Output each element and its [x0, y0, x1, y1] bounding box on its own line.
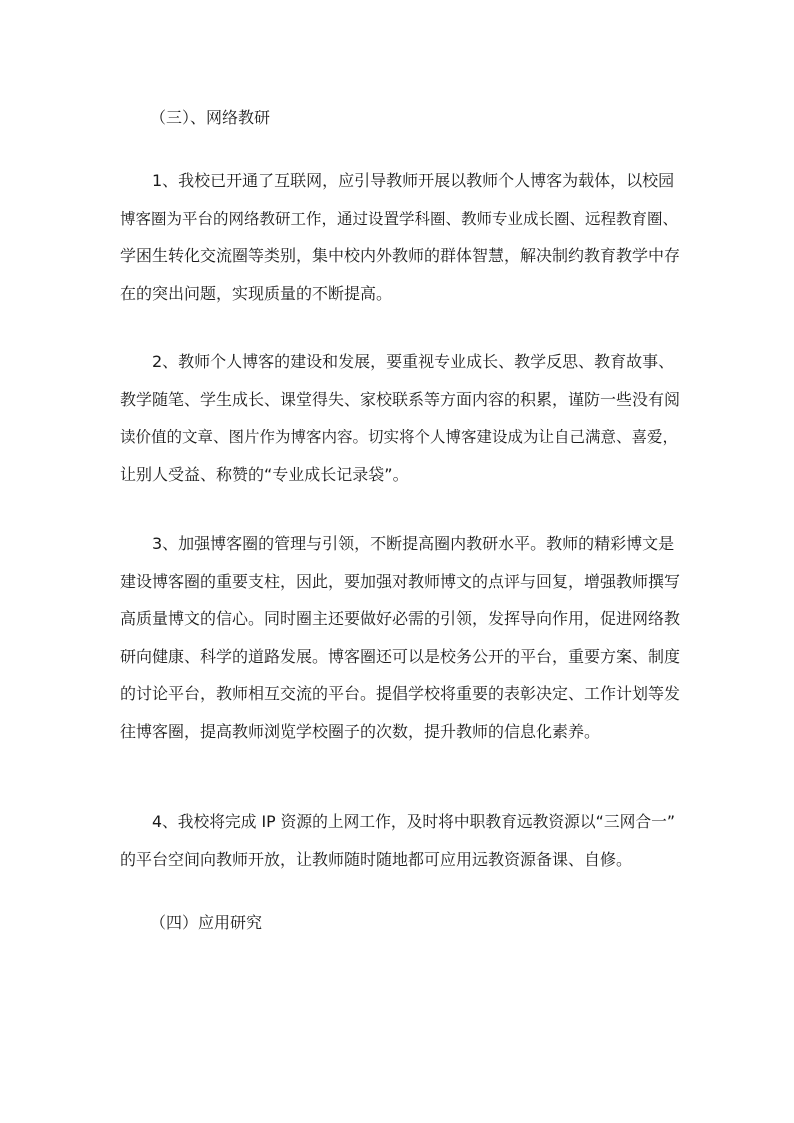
paragraph-line: 3、加强博客圈的管理与引领，不断提高圈内教研水平。教师的精彩博文是 — [152, 534, 675, 553]
paragraph-line: 读价值的文章、图片作为博客内容。切实将个人博客建设成为让自己满意、喜爱， — [120, 428, 679, 446]
paragraph-line: 的讨论平台，教师相互交流的平台。提倡学校将重要的表彰决定、工作计划等发 — [120, 684, 681, 703]
paragraph-line: 4、我校将完成 IP 资源的上网工作，及时将中职教育远教资源以“三网合一” — [152, 812, 675, 831]
paragraph-3 — [120, 534, 680, 759]
paragraph-line: 建设博客圈的重要支柱，因此，要加强对教师博文的点评与回复，增强教师撰写 — [120, 571, 681, 591]
paragraph-line: 教学随笔、学生成长、课堂得失、家校联系等方面内容的积累，谨防一些没有阅 — [120, 389, 681, 409]
paragraph-line: 学困生转化交流圈等类别，集中校内外教师的群体智慧，解决制约教育教学中存 — [120, 246, 681, 265]
paragraph-2 — [120, 352, 680, 502]
paragraph-line: 的平台空间向教师开放，让教师随时随地都可应用远教资源备课、自修。 — [120, 849, 633, 869]
paragraph-1 — [120, 171, 680, 321]
paragraph-line: 往博客圈，提高教师浏览学校圈子的次数，提升教师的信息化素养。 — [120, 721, 601, 741]
paragraph-line: 高质量博文的信心。同时圈主还要做好必需的引领，发挥导向作用，促进网络教 — [120, 609, 681, 628]
section-heading-4: （四）应用研究 — [150, 913, 263, 932]
section-heading-3: （三）、网络教研 — [150, 108, 271, 127]
paragraph-line: 博客圈为平台的网络教研工作，通过设置学科圈、教师专业成长圈、远程教育圈、 — [120, 209, 679, 228]
paragraph-line: 研向健康、科学的道路发展。博客圈还可以是校务公开的平台，重要方案、制度 — [120, 646, 681, 666]
paragraph-line: 在的突出问题，实现质量的不断提高。 — [120, 283, 393, 303]
paragraph-line: 2、教师个人博客的建设和发展，要重视专业成长、教学反思、教育故事、 — [152, 352, 675, 371]
paragraph-4 — [120, 812, 680, 887]
paragraph-line: 1、我校已开通了互联网，应引导教师开展以教师个人博客为载体，以校园 — [152, 171, 675, 190]
paragraph-line: 让别人受益、称赞的“专业成长记录袋”。 — [120, 464, 409, 484]
